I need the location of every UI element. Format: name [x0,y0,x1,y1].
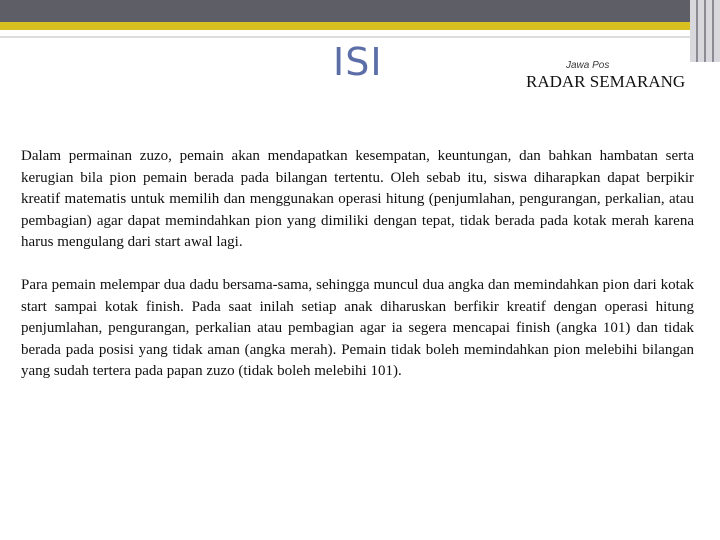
slide-title: ISI [333,40,383,84]
paragraph-1: Dalam permainan zuzo, pemain akan mendapatkan kesempatan, keuntungan, dan bahkan hambatan serta kerugian bila pion pemain berada pada bilangan tertentu. Oleh sebab itu, siswa diharapkan dapat berpikir kreatif matematis untuk memilih dan menggunakan operasi hitung (penjumlahan, pengurangan, perkalian, atau pembagian) agar dapat memindahkan pion yang dimiliki dengan tepat, tidak berada pada kotak merah karena harus mengulang dari start awal lagi. [21,148,694,251]
corner-stripe [696,0,698,62]
logo-subtext: Jawa Pos [566,60,610,71]
divider-line [0,36,720,38]
corner-stripe [712,0,714,62]
top-header-bar [0,0,720,22]
slide-body [21,146,694,404]
corner-decoration [690,0,720,62]
paragraph-2: Para pemain melempar dua dadu bersama-sama, sehingga muncul dua angka dan memindahkan pion dari kotak start sampai kotak finish. Pada saat inilah setiap anak diharuskan berfikir kreatif dengan operasi hitung penjumlahan, pengurangan, perkalian atau pembagian agar ia segera mencapai finish (angka 101) dan tidak berada pada posisi yang tidak aman (angka merah). Pemain tidak boleh memindahkan pion melebihi bilangan yang sudah tertera pada papan zuzo (tidak boleh melebihi 101). [21,276,694,380]
accent-bar [0,22,720,30]
logo-text: RADAR SEMARANG [526,72,686,91]
radar-semarang-logo [526,60,696,92]
corner-stripe [704,0,706,62]
